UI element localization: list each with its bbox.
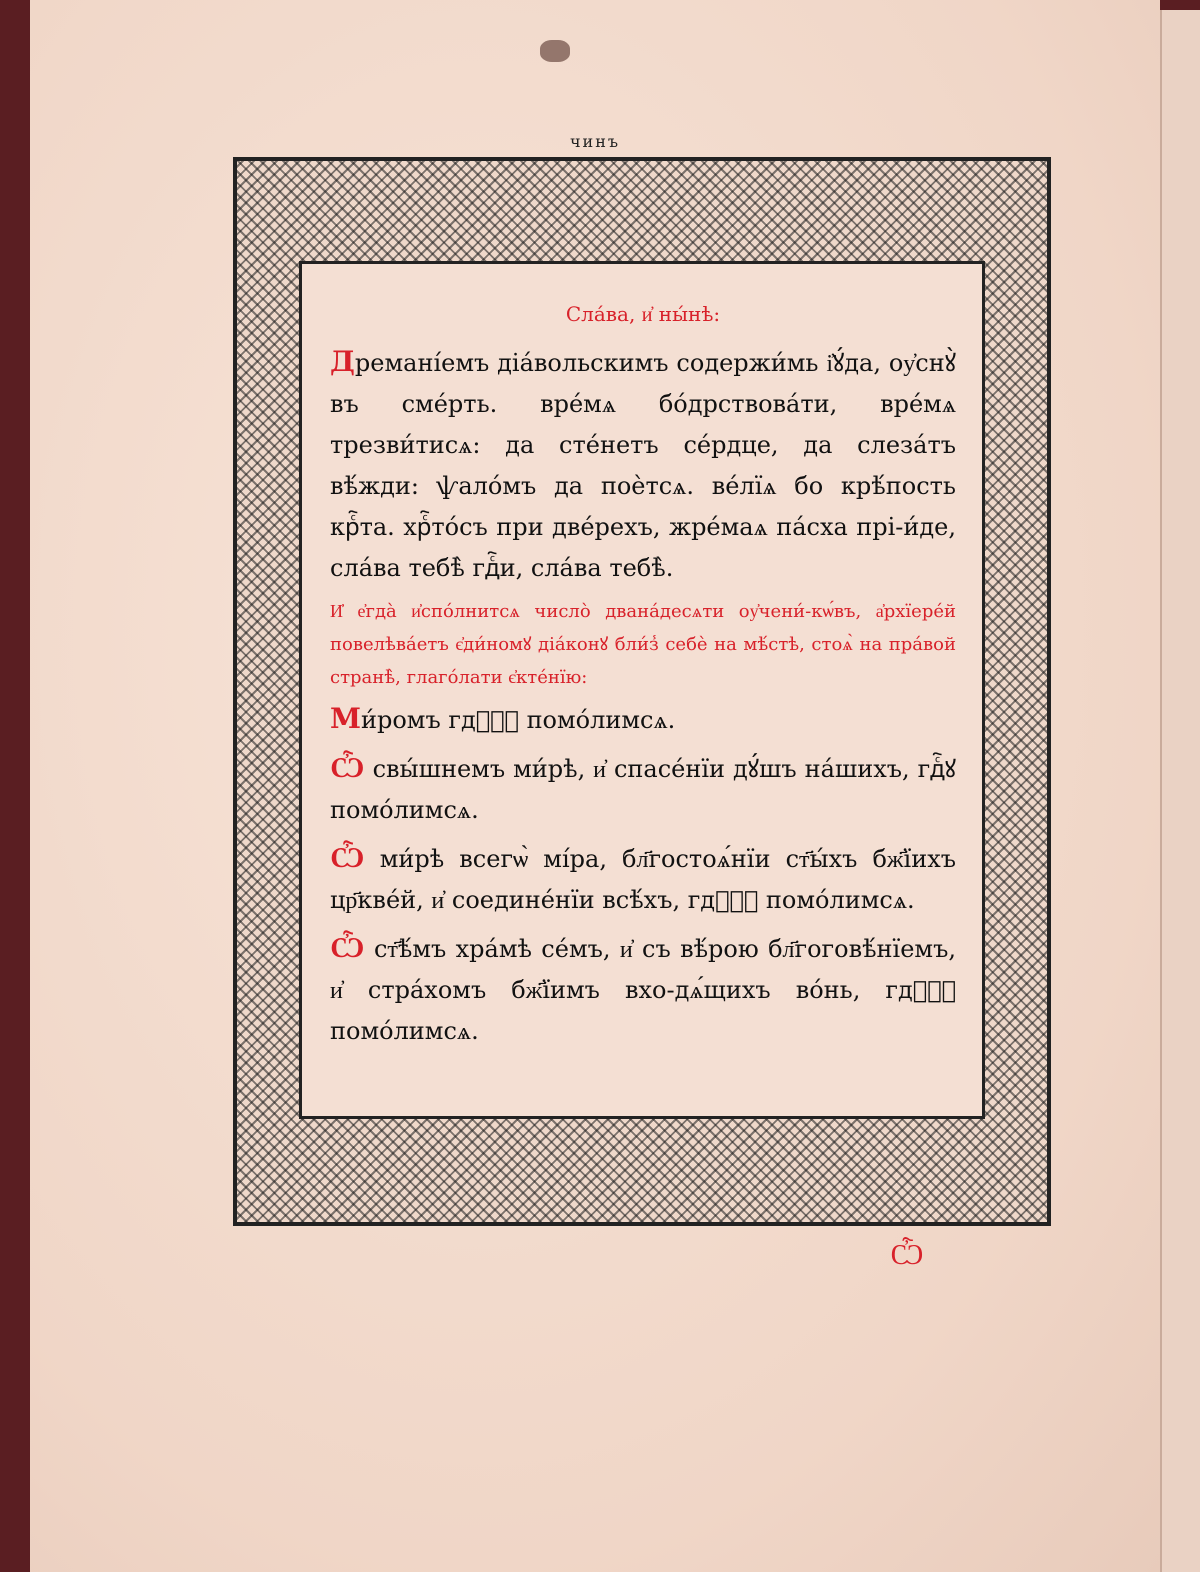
petition-item xyxy=(330,927,956,1052)
rubric-heading: Сла́ва, и҆ ны́нѣ: xyxy=(565,302,721,326)
ornamental-frame xyxy=(233,157,1051,1226)
book-page xyxy=(30,0,1160,1572)
petition-text: ст҃ѣ́мъ хра́мѣ се́мъ, и҆ съ вѣ́рою бл҃гоговѣ́нїемъ, и҆ стра́хомъ бж҃їимъ вхо-дѧ́щихъ во́нь, гдⷭ҇ꙋ помо́лимсѧ. xyxy=(330,935,956,1045)
drop-initial: Д xyxy=(330,345,355,378)
rubric-instruction: И҆ е҆гда̀ и҆спо́лнитсѧ число̀ двана́десѧти оу҆чени́-кѡ́въ, а҆рхїере́й повелѣва́етъ є҆ди́номꙋ діа́конꙋ бли́з̾ себѐ на мѣ́стѣ, стоѧ̀ на пра́вой странѣ̀, глаго́лати є҆кте́нїю: xyxy=(330,601,956,688)
troparion-paragraph xyxy=(330,341,956,589)
paper-stain xyxy=(540,40,570,62)
running-head: чинъ xyxy=(569,132,621,151)
petition-initial: М xyxy=(330,702,361,735)
petition-text: ми́рѣ всегѡ̀ мі́ра, бл҃гостоѧ́нїи ст҃ы́хъ бж҃їихъ цр҃кве́й, и҆ соедине́нїи всѣ́хъ, гдⷭ҇ꙋ помо́лимсѧ. xyxy=(330,845,956,914)
petition-item xyxy=(330,747,956,831)
adjacent-page-edge xyxy=(1160,10,1200,1572)
text-block xyxy=(299,261,985,1119)
text-content xyxy=(302,264,982,1116)
petition-initial: Ѽ xyxy=(330,931,365,964)
petition-initial: Ѽ xyxy=(330,751,365,784)
catchword: Ѽ xyxy=(890,1238,924,1271)
troparion-text: ремані́емъ діа́вольскимъ содержи́мь і҆ꙋ́да, оу҆снꙋ̀ въ сме́рть. вре́мѧ бо́дрствова́ти, вре́мѧ трезви́тисѧ: да сте́нетъ се́рдце, да слеза́тъ вѣ́жди: ѱало́мъ да поѐтсѧ. ве́лїѧ бо крѣ́пость крⷭ҇та. хрⷭ҇то́съ при две́рехъ, жре́маѧ па́сха прі-и́де, сла́ва тебѣ̀ гдⷭ҇и, сла́ва тебѣ̀. xyxy=(330,349,956,582)
petition-initial: Ѽ xyxy=(330,841,365,874)
petition-item xyxy=(330,837,956,921)
petition-text: свы́шнемъ ми́рѣ, и҆ спасе́нїи дꙋ́шъ на́шихъ, гдⷭ҇ꙋ помо́лимсѧ. xyxy=(330,755,956,824)
petition-text: и́ромъ гдⷭ҇ꙋ помо́лимсѧ. xyxy=(361,706,676,734)
petition-item xyxy=(330,698,956,741)
